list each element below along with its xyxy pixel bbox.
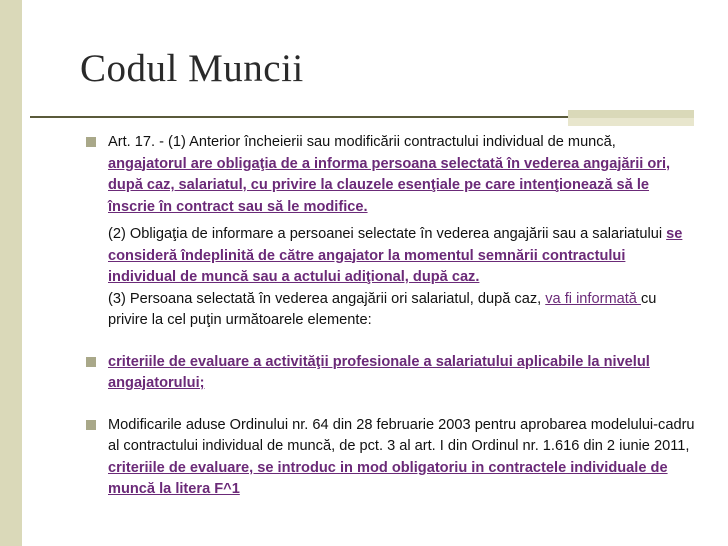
- paragraph-1-text: Art. 17. - (1) Anterior încheierii sau modificării contractului individual de muncă,: [108, 134, 616, 150]
- title-rule: [30, 116, 568, 118]
- paragraph-3-link[interactable]: va fi informată: [545, 290, 641, 307]
- criteria-link[interactable]: criteriile de evaluare a activităţii profesionale a salariatului aplicabile la nivelul angajatorului;: [108, 353, 650, 391]
- paragraph-3: [108, 289, 696, 332]
- modifications-link[interactable]: criteriile de evaluare, se introduc in mod obligatoriu in contractele individuale de muncă la litera F^1: [108, 459, 668, 497]
- modifications-paragraph: [108, 415, 696, 501]
- paragraph-1: [108, 132, 696, 218]
- paragraph-1-link[interactable]: angajatorul are obligaţia de a informa persoana selectată în vederea angajării ori, după caz, salariatul, cu privire la clauzele esenţiale pe care intenţionează să le înscrie în contract sau să le modifice.: [108, 155, 671, 215]
- bullet-article-17: [86, 132, 696, 332]
- paragraph-2-link[interactable]: se consideră îndeplinită de către angajator la momentul semnării contractului individual de muncă sau a actului adiţional, după caz.: [108, 226, 683, 285]
- bullet-marker: [86, 420, 96, 430]
- slide-title: Codul Muncii: [80, 47, 304, 90]
- paragraph-3-text: (3) Persoana selectată în vederea angajării ori salariatul, după caz,: [108, 290, 546, 307]
- slide-content: [86, 132, 696, 501]
- criteria-paragraph: [108, 352, 696, 395]
- paragraph-3-text-end: cu privire la cel puţin următoarele elemente:: [108, 290, 657, 328]
- paragraph-2: [108, 224, 696, 289]
- bullet-marker: [86, 137, 96, 147]
- title-rule-accent-bottom: [568, 118, 694, 126]
- left-decorative-bar: [0, 0, 22, 546]
- paragraph-2-text: (2) Obligaţia de informare a persoanei selectate în vederea angajării sau a salariatului: [108, 226, 667, 242]
- title-rule-accent-top: [568, 110, 694, 118]
- bullet-marker: [86, 357, 96, 367]
- bullet-modifications: [86, 415, 696, 501]
- bullet-criteria: [86, 352, 696, 395]
- modifications-text: Modificarile aduse Ordinului nr. 64 din 28 februarie 2003 pentru aprobarea modelului-cadru al contractului individual de muncă, de pct. 3 al art. I din Ordinul nr. 1.616 din 2 iunie 2011,: [108, 416, 695, 454]
